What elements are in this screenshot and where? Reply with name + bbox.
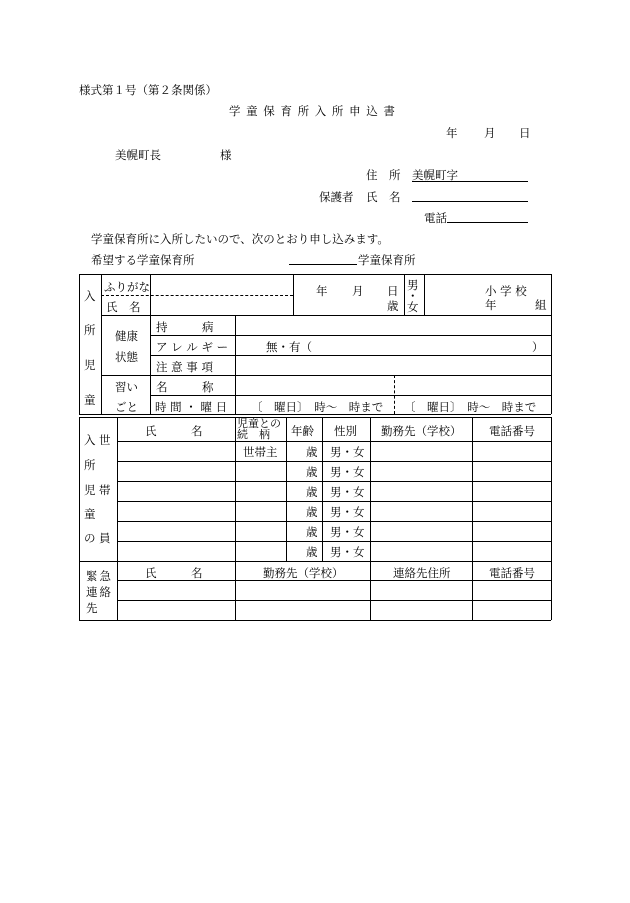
birth-month: 月 bbox=[352, 284, 364, 298]
allergy-label: ア レ ル ギ ー bbox=[156, 340, 229, 354]
child-side-label-2: 所 bbox=[84, 323, 96, 337]
birth-day: 日 bbox=[387, 284, 399, 298]
child-age-unit: 歳 bbox=[387, 299, 399, 313]
household-age-unit: 歳 bbox=[306, 505, 318, 519]
addressee-honorific: 様 bbox=[220, 148, 232, 162]
household-header-relation-1: 児童との bbox=[237, 417, 281, 430]
household-age-unit: 歳 bbox=[306, 485, 318, 499]
emergency-header-name: 氏 名 bbox=[145, 566, 203, 580]
allergy-close: ） bbox=[532, 340, 544, 354]
household-head-label: 世帯主 bbox=[243, 445, 278, 459]
emergency-header-address: 連絡先住所 bbox=[393, 566, 451, 580]
household-sex-options[interactable]: 男・女 bbox=[330, 525, 365, 539]
date-year: 年 bbox=[446, 126, 458, 140]
household-header-phone: 電話番号 bbox=[489, 424, 535, 438]
household-sex-options[interactable]: 男・女 bbox=[330, 505, 365, 519]
household-side-right-1: 世 bbox=[99, 433, 111, 447]
lesson-name-label: 名 称 bbox=[156, 380, 214, 394]
household-side-left-5: の bbox=[84, 531, 96, 545]
notes-label: 注 意 事 項 bbox=[156, 360, 213, 374]
address-underline bbox=[412, 181, 528, 182]
emergency-header-phone: 電話番号 bbox=[489, 566, 535, 580]
household-sex-options[interactable]: 男・女 bbox=[330, 445, 365, 459]
class-label: 組 bbox=[535, 298, 547, 312]
household-side-left-1: 入 bbox=[84, 433, 96, 447]
emergency-side-label-1: 緊急 bbox=[86, 569, 113, 583]
statement: 学童保育所に入所したいので、次のとおり申し込みます。 bbox=[91, 232, 389, 246]
household-header-work: 勤務先（学校） bbox=[381, 424, 462, 438]
household-sex-options[interactable]: 男・女 bbox=[330, 465, 365, 479]
household-age-unit: 歳 bbox=[306, 445, 318, 459]
desired-suffix: 学童保育所 bbox=[358, 253, 416, 267]
furigana-input[interactable] bbox=[152, 276, 291, 294]
emergency-header-work: 勤務先（学校） bbox=[263, 566, 344, 580]
emergency-side-label-2: 連絡 bbox=[86, 585, 113, 599]
furigana-label: ふりがな bbox=[104, 280, 150, 294]
household-header-sex: 性別 bbox=[334, 424, 357, 438]
sex-male[interactable]: 男 bbox=[407, 278, 419, 292]
form-number: 様式第１号（第２条関係） bbox=[79, 83, 217, 97]
allergy-value[interactable]: 無・有（ bbox=[266, 340, 312, 354]
addressee: 美幌町長 bbox=[115, 148, 161, 162]
household-sex-options[interactable]: 男・女 bbox=[330, 485, 365, 499]
lessons-label-1: 習い bbox=[115, 380, 138, 394]
guardian-name-label: 氏 名 bbox=[366, 190, 401, 204]
lessons-label-2: ごと bbox=[115, 400, 138, 414]
desired-label: 希望する学童保育所 bbox=[91, 253, 195, 267]
date-day: 日 bbox=[519, 126, 531, 140]
child-side-label-3: 児 bbox=[84, 358, 96, 372]
household-sex-options[interactable]: 男・女 bbox=[330, 545, 365, 559]
household-side-left-2: 所 bbox=[84, 458, 96, 472]
household-age-unit: 歳 bbox=[306, 525, 318, 539]
lesson-time-label: 時 間 ・ 曜 日 bbox=[155, 400, 228, 414]
household-side-left-4: 童 bbox=[84, 507, 96, 521]
address-value[interactable]: 美幌町字 bbox=[412, 168, 458, 182]
health-label-1: 健康 bbox=[115, 329, 138, 343]
child-name-label: 氏 名 bbox=[106, 300, 141, 314]
school-label: 小 学 校 bbox=[485, 284, 527, 298]
birth-year: 年 bbox=[316, 284, 328, 298]
household-header-age: 年齢 bbox=[291, 424, 314, 438]
grade-label: 年 bbox=[485, 298, 497, 312]
household-header-relation-2: 続 柄 bbox=[237, 428, 270, 441]
guardian-label: 保護者 bbox=[319, 190, 354, 204]
date-month: 月 bbox=[484, 126, 496, 140]
child-name-input[interactable] bbox=[152, 297, 291, 314]
lesson-time-1[interactable]: 〔 曜日〕 時〜 時まで bbox=[251, 400, 384, 414]
address-label: 住 所 bbox=[366, 168, 401, 182]
phone-label: 電話 bbox=[424, 211, 447, 225]
household-side-right-3: 員 bbox=[99, 531, 111, 545]
household-age-unit: 歳 bbox=[306, 545, 318, 559]
child-side-label-4: 童 bbox=[84, 393, 96, 407]
phone-underline[interactable] bbox=[447, 222, 528, 223]
household-side-left-3: 児 bbox=[84, 483, 96, 497]
page-title: 学 童 保 育 所 入 所 申 込 書 bbox=[229, 104, 396, 118]
disease-label: 持 病 bbox=[156, 320, 214, 334]
household-age-unit: 歳 bbox=[306, 465, 318, 479]
emergency-side-label-3: 先 bbox=[86, 601, 98, 615]
household-header-name: 氏 名 bbox=[145, 424, 203, 438]
child-side-label-1: 入 bbox=[84, 289, 96, 303]
sex-dot: ・ bbox=[407, 289, 419, 303]
household-side-right-2: 帯 bbox=[99, 483, 111, 497]
health-label-2: 状態 bbox=[115, 350, 138, 364]
desired-underline[interactable] bbox=[289, 264, 357, 265]
guardian-name-underline[interactable] bbox=[412, 201, 528, 202]
lesson-time-2[interactable]: 〔 曜日〕 時〜 時まで bbox=[404, 400, 537, 414]
sex-female[interactable]: 女 bbox=[407, 300, 419, 314]
